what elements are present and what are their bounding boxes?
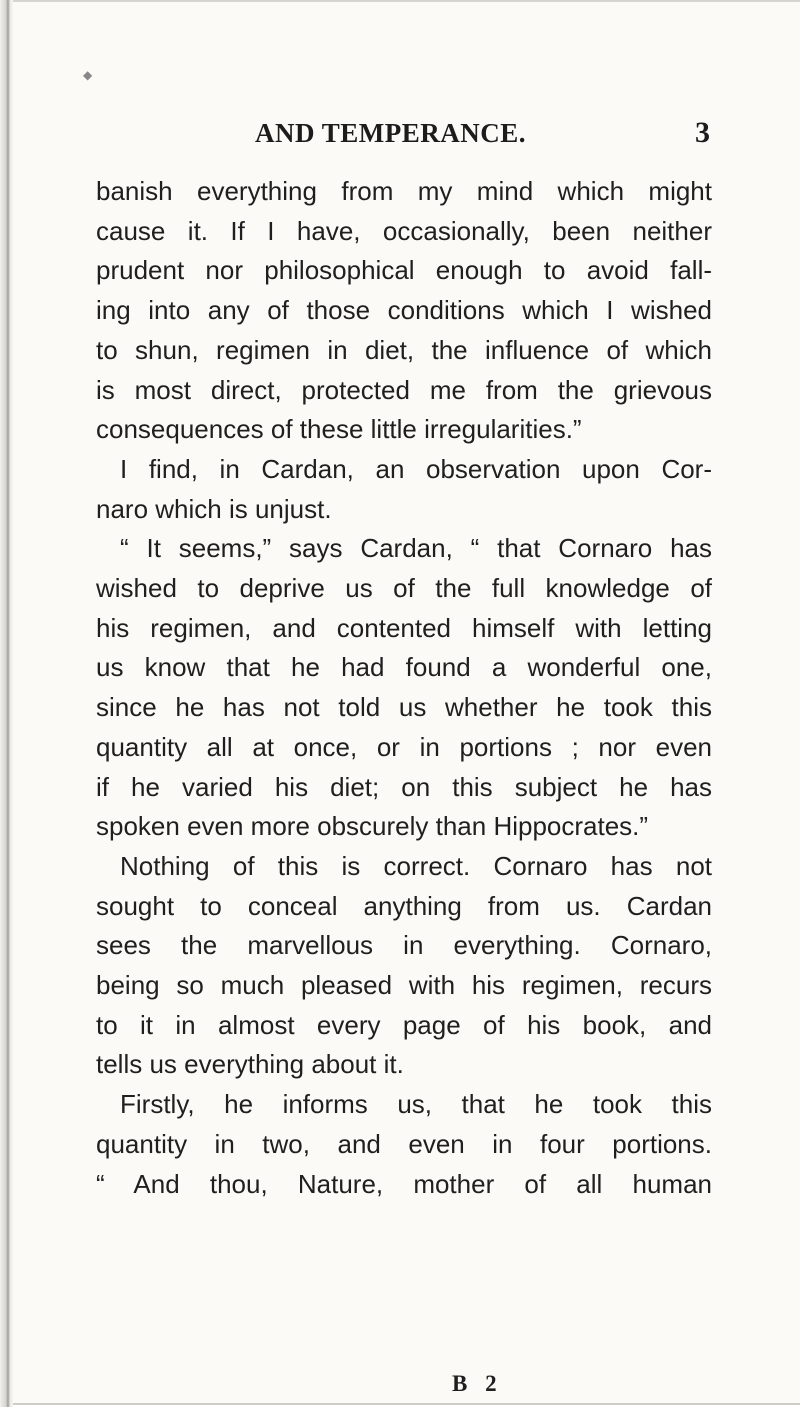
text-line: wished to deprive us of the full knowledge of (96, 573, 712, 604)
text-line: prudent nor philosophical enough to avoid fall- (96, 255, 712, 286)
text-line: naro which is unjust. (96, 493, 332, 524)
text-line: to shun, regimen in diet, the influence of which (96, 334, 712, 365)
text-line: Nothing of this is correct. Cornaro has not (120, 850, 712, 881)
text-line: being so much pleased with his regimen, recurs (96, 970, 712, 1001)
text-line: spoken even more obscurely than Hippocrates.” (96, 811, 649, 842)
signature-mark: B 2 (452, 1371, 503, 1396)
text-line: is most direct, protected me from the grievous (96, 374, 712, 405)
running-head: AND TEMPERANCE. (255, 118, 527, 148)
text-line: banish everything from my mind which might (96, 176, 712, 206)
text-line: I find, in Cardan, an observation upon Cor- (120, 453, 712, 484)
text-line: “ It seems,” says Cardan, “ that Cornaro has (120, 533, 712, 564)
text-line: sought to conceal anything from us. Cardan (96, 890, 712, 921)
text-line: consequences of these little irregularities.” (96, 414, 582, 445)
text-line: if he varied his diet; on this subject he has (96, 771, 712, 802)
text-line: Firstly, he informs us, that he took this (120, 1089, 712, 1120)
text-line: since he has not told us whether he took this (96, 692, 712, 723)
text-line: tells us everything about it. (96, 1049, 404, 1080)
text-line: ing into any of those conditions which I wished (96, 295, 712, 326)
text-line: “ And thou, Nature, mother of all human (96, 1168, 712, 1199)
text-line: quantity all at once, or in portions ; nor even (96, 731, 712, 762)
body-text (96, 172, 712, 1204)
text-line: to it in almost every page of his book, and (96, 1009, 712, 1040)
text-line: quantity in two, and even in four portions. (96, 1128, 712, 1159)
book-spine-edge (0, 0, 13, 1407)
text-line: us know that he had found a wonderful one, (96, 652, 712, 683)
printer-mark: ◆ (83, 68, 93, 82)
text-line: sees the marvellous in everything. Cornaro, (96, 930, 712, 961)
page-header (0, 118, 800, 158)
text-line: his regimen, and contented himself with letting (96, 612, 712, 643)
text-line: cause it. If I have, occasionally, been neither (96, 215, 712, 246)
page-number: 3 (695, 116, 710, 149)
